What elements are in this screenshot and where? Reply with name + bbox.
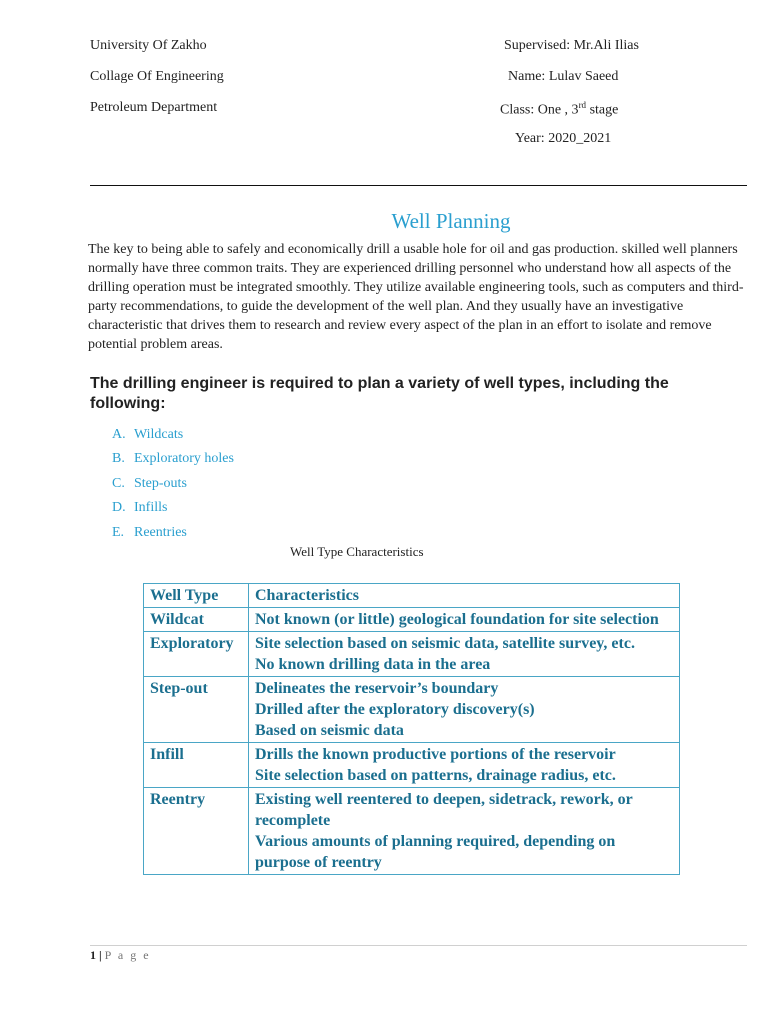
characteristic-line: Existing well reentered to deepen, sidetrack, rework, or recomplete [255,791,633,829]
table-row [144,677,680,743]
header-divider [90,185,747,186]
list-item [112,427,183,443]
table-cell-characteristics [249,788,680,875]
header-supervised: Supervised: Mr.Ali Ilias [504,38,639,53]
page-footer [90,948,151,963]
lead-heading: The drilling engineer is required to plan a variety of well types, including the following: [90,375,669,412]
page-number: 1 [90,948,96,962]
characteristic-line: Drilled after the exploratory discovery(s) [255,701,535,718]
table-header-row [144,584,680,608]
table-row [144,608,680,632]
characteristic-line: Site selection based on patterns, drainage radius, etc. [255,767,616,784]
footer-divider [90,945,747,946]
list-text: Reentries [134,525,187,540]
table-cell-type: Infill [144,743,249,788]
characteristic-line: Site selection based on seismic data, satellite survey, etc. [255,635,635,652]
intro-paragraph: The key to being able to safely and economically drill a usable hole for oil and gas production. skilled well planners normally have three common traits. They are experienced drilling personnel who understand how all aspects of the drilling operation must be integrated smoothly. They utilize available engineering tools, such as computers and third-party recommendations, to guide the development of the well plan. And they usually have an investigative characteristic that drives them to research and review every aspect of the plan in an effort to isolate and remove potential problem areas. [88,242,744,352]
list-item [112,451,234,467]
table-cell-type: Step-out [144,677,249,743]
table-cell-characteristics [249,743,680,788]
table-cell-type: Wildcat [144,608,249,632]
characteristic-line: Delineates the reservoir’s boundary [255,680,499,697]
list-text: Exploratory holes [134,451,234,466]
table-cell-characteristics [249,608,680,632]
header-college: Collage Of Engineering [90,69,224,84]
table-cell-type: Exploratory [144,632,249,677]
table-cell-characteristics [249,632,680,677]
header-class-sup: rd [578,100,587,110]
well-type-table [143,583,680,875]
characteristic-line: No known drilling data in the area [255,656,491,673]
list-marker: B. [112,451,125,466]
characteristic-line: Not known (or little) geological foundation for site selection [255,611,659,628]
page-label: P a g e [104,948,151,962]
list-marker: C. [112,476,125,491]
list-item [112,476,187,492]
page-title: Well Planning [391,209,511,233]
list-item [112,525,187,541]
list-marker: E. [112,525,125,540]
table-cell-characteristics [249,677,680,743]
header-class-suffix: stage [586,102,619,118]
header-university: University Of Zakho [90,38,207,53]
header-name: Name: Lulav Saeed [508,69,619,84]
list-marker: D. [112,500,126,515]
characteristic-line: Based on seismic data [255,722,404,739]
table-header-cell: Characteristics [249,584,680,608]
page-separator: | [96,948,105,962]
list-text: Step-outs [134,476,187,491]
table-row [144,788,680,875]
list-item [112,500,167,516]
list-text: Wildcats [134,427,184,442]
table-row [144,743,680,788]
table-caption: Well Type Characteristics [290,544,424,559]
characteristic-line: Various amounts of planning required, depending on purpose of reentry [255,833,616,871]
header-year: Year: 2020_2021 [515,131,612,146]
list-text: Infills [134,500,168,515]
table-header-cell: Well Type [144,584,249,608]
header-class-prefix: Class: One , 3 [500,102,579,118]
list-marker: A. [112,427,126,442]
characteristic-line: Drills the known productive portions of the reservoir [255,746,616,763]
table-cell-type: Reentry [144,788,249,875]
header-department: Petroleum Department [90,100,218,115]
header-class [500,100,618,119]
table-row [144,632,680,677]
